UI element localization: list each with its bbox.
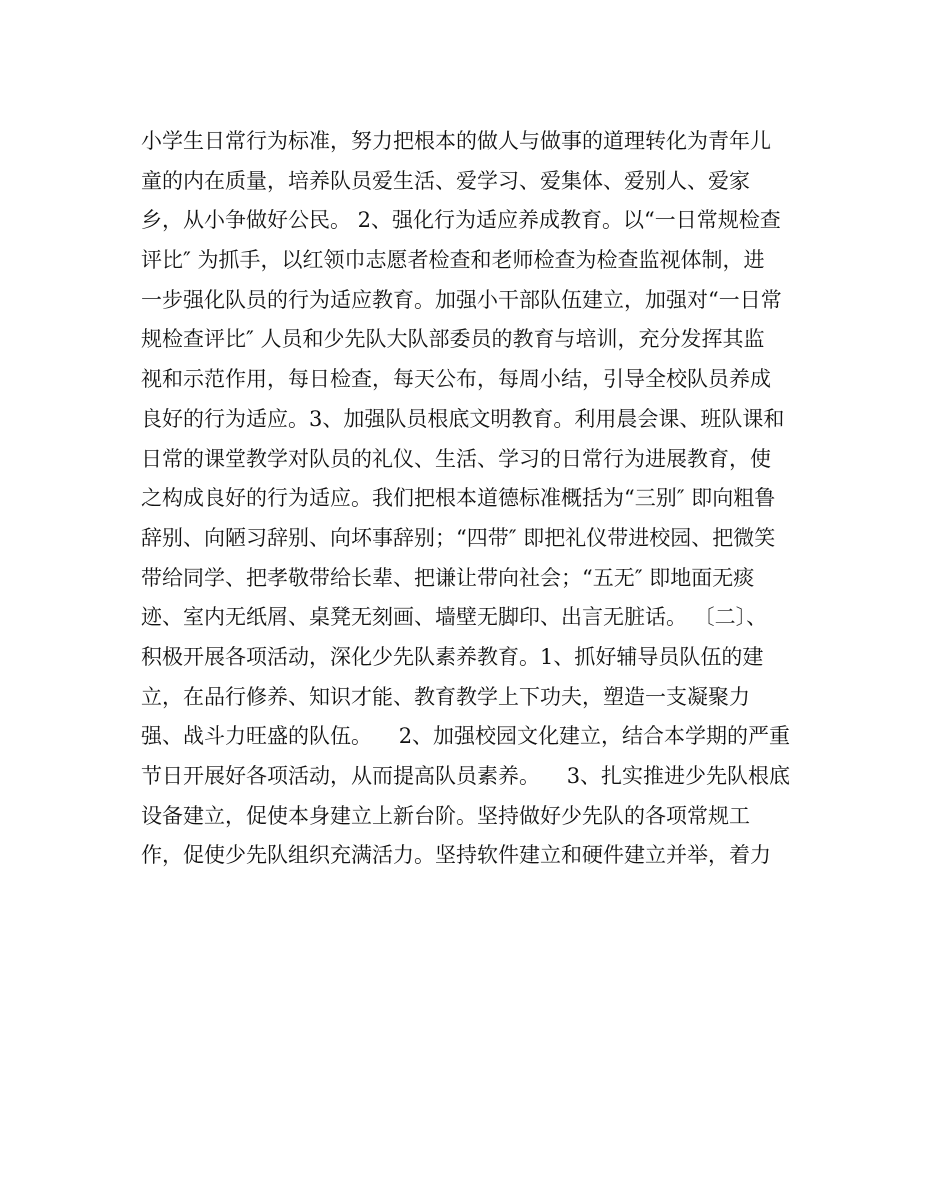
text-line: 之构成良好的行为适应。我们把根本道德标准概括为“三别″ 即向粗鲁 bbox=[141, 486, 776, 511]
text-line: 立，在品行修养、知识才能、教育教学上下功夫，塑造一支凝聚力 bbox=[141, 684, 750, 709]
text-line: 乡，从小争做好公民。 2、强化行为适应养成教育。以“一日常规检查 bbox=[141, 208, 781, 233]
text-line: 强、战斗力旺盛的队伍。 2、加强校园文化建立，结合本学期的严重 bbox=[141, 724, 791, 749]
text-line: 日常的课堂教学对队员的礼仪、生活、学习的日常行为进展教育，使 bbox=[141, 446, 771, 471]
body-text bbox=[141, 122, 821, 876]
text-line: 带给同学、把孝敬带给长辈、把谦让带向社会；“五无″ 即地面无痰 bbox=[141, 565, 755, 590]
text-line: 设备建立，促使本身建立上新台阶。坚持做好少先队的各项常规工 bbox=[141, 803, 750, 828]
text-line: 小学生日常行为标准，努力把根本的做人与做事的道理转化为青年儿 bbox=[141, 129, 771, 153]
text-line: 评比″ 为抓手，以红领巾志愿者检查和老师检查为检查监视体制，进 bbox=[141, 248, 765, 273]
text-line: 作，促使少先队组织充满活力。坚持软件建立和硬件建立并举，着力 bbox=[141, 843, 771, 868]
text-line: 规检查评比″ 人员和少先队大队部委员的教育与培训，充分发挥其监 bbox=[141, 327, 765, 352]
text-line: 视和示范作用，每日检查，每天公布，每周小结，引导全校队员养成 bbox=[141, 367, 771, 392]
text-line: 节日开展好各项活动，从而提高队员素养。 3、扎实推进少先队根底 bbox=[141, 764, 791, 788]
text-line: 积极开展各项活动，深化少先队素养教育。1、抓好辅导员队伍的建 bbox=[141, 644, 764, 669]
text-line: 良好的行为适应。3、加强队员根底文明教育。利用晨会课、班队课和 bbox=[141, 406, 785, 431]
text-line: 一步强化队员的行为适应教育。加强小干部队伍建立，加强对“一日常 bbox=[141, 287, 782, 312]
text-line: 辞别、向陋习辞别、向坏事辞别；“四带″ 即把礼仪带进校园、把微笑 bbox=[141, 525, 776, 550]
text-line: 童的内在质量，培养队员爱生活、爱学习、爱集体、爱别人、爱家 bbox=[141, 168, 750, 193]
text-line: 迹、室内无纸屑、桌凳无刻画、墙壁无脚印、出言无脏话。 〔二〕、 bbox=[141, 605, 768, 630]
